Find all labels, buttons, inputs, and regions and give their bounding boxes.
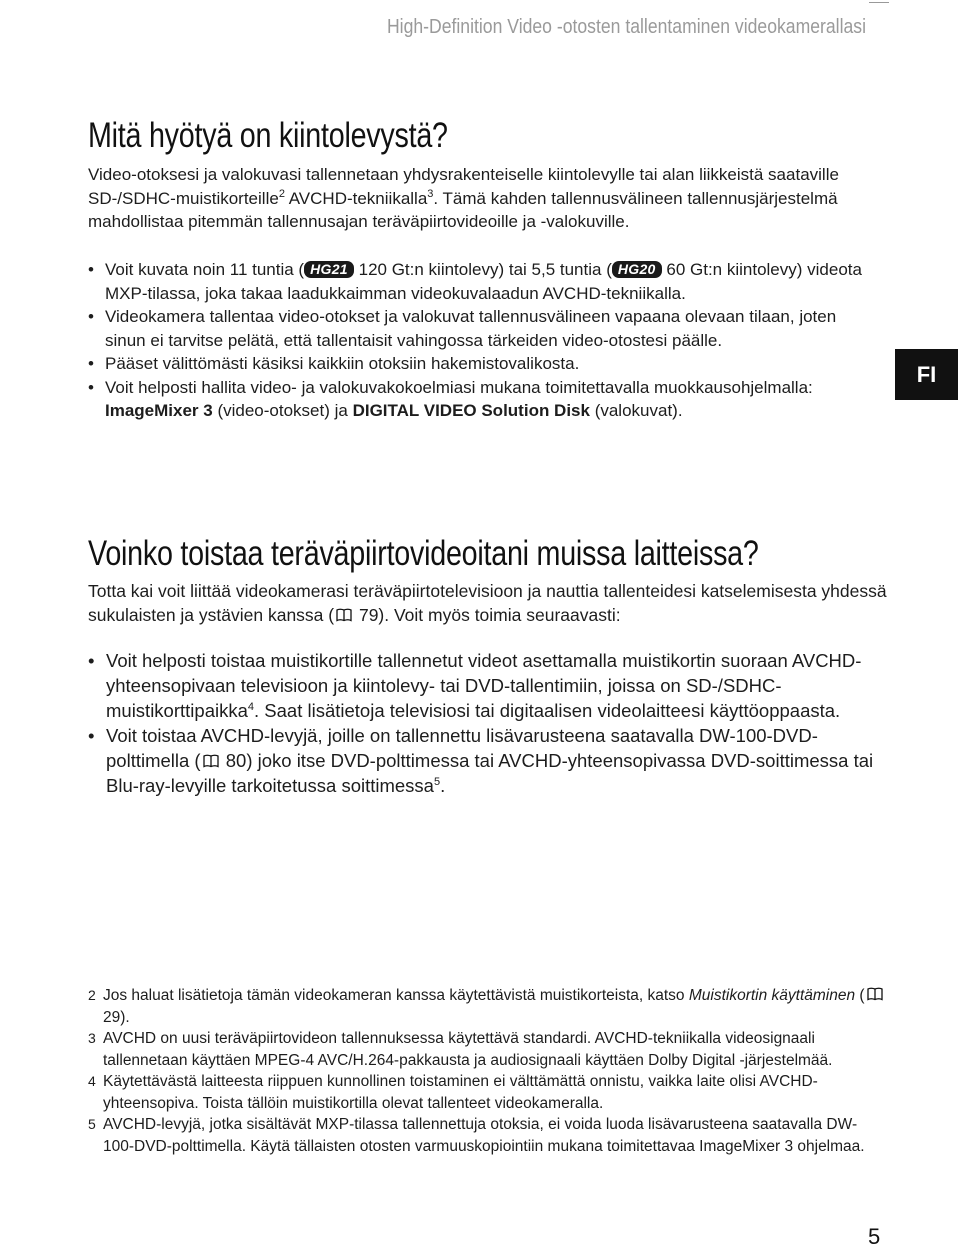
list-item: • Voit helposti toistaa muistikortille tallennetut videot asettamalla muistikortin suoraan AVCHD-yhteensopivaan televisioon ja kiintolevy- tai DVD-tallentimiin, joissa on SD-/SDHC-muistikorttipaikka$^4$. Saat lisätietoja televisiosi tai digitaalisen videolaitteesi käyttöoppaasta. <box>88 650 862 721</box>
footnote-ref: 2 <box>278 187 285 200</box>
footnotes <box>88 985 888 1157</box>
section1-intro: Video-otoksesi ja valokuvasi tallennetaan yhdysrakenteiselle kiintolevylle tai alan liikkeistä saataville SD-/SDHC-muistikorteille$^2$ AVCHD-tekniikalla$^3$. Tämä kahden tallennusvälineen tallennusjärjestelmä mahdollistaa pitemmän tallennusajan teräväpiirtovideoille ja -valokuville. <box>88 165 839 231</box>
footnote-3: 3 AVCHD on uusi teräväpiirtovideon tallennuksessa käytettävä standardi. AVCHD-tekniikalla videosignaali tallennetaan käyttäen MPEG-4 AVC/H.264-pakkausta ja audiosignaali käyttäen Dolby Digital -järjestelmää. <box>88 1030 833 1069</box>
language-tab: FI <box>895 349 958 400</box>
bullet-icon: • <box>88 260 94 279</box>
list-item: • Pääset välittömästi käsiksi kaikkiin otoksiin hakemistovalikosta. <box>88 352 878 376</box>
bullet-icon: • <box>88 377 94 397</box>
section2-intro: Totta kai voit liittää videokamerasi teräväpiirtotelevisioon ja nauttia tallenteidesi katselemisesta yhdessä sukulaisten ja ystävien kanssa ( 79). Voit myös toimia seuraavasti: <box>88 581 887 625</box>
model-badge-hg20: HG20 <box>612 261 662 278</box>
footnote-ref: 5 <box>433 776 441 788</box>
bullet-icon: • <box>88 650 95 671</box>
bullet-icon: • <box>88 307 94 326</box>
footnote-5: 5 AVCHD-levyjä, jotka sisältävät MXP-tilassa tallennettuja otoksia, ei voida luoda lisävarusteena saatavalla DW-100-DVD-polttimella. Käytä tällaisten otosten varmuuskopiointiin mukana toimitettavaa ImageMixer 3 ohjelmaa. <box>88 1116 865 1155</box>
list-item: • Voit toistaa AVCHD-levyjä, joille on tallennettu lisävarusteena saatavalla DW-100-DVD-polttimella ( 80) joko itse DVD-polttimessa tai AVCHD-yhteensopivassa DVD-soittimessa tai Blu-ray-levyille tarkoitetussa soittimessa$^5$. <box>88 725 874 796</box>
book-icon <box>336 608 352 622</box>
list-item: • Videokamera tallentaa video-otokset ja valokuvat tallennusvälineen vapaana olevaan tilaan, joten sinun ei tarvitse pelätä, että tallentaisit vahingossa tärkeiden video-otostesi päälle. <box>88 307 837 350</box>
book-icon <box>203 754 219 768</box>
section-title-hard-disk: Mitä hyötyä on kiintolevystä? <box>88 116 448 155</box>
section2-bullet-list <box>88 648 878 798</box>
footnote-ref: 3 <box>427 187 434 200</box>
footnote-2: 2 Jos haluat lisätietoja tämän videokameran kanssa käytettävistä muistikorteista, katso Muistikortin käyttäminen ( 29). <box>88 985 888 1028</box>
book-icon <box>867 987 883 1001</box>
footnote-ref: 4 <box>247 701 255 713</box>
model-badge-hg21: HG21 <box>304 261 354 278</box>
list-item: • Voit kuvata noin 11 tuntia ( HG21 120 Gt:n kiintolevy) tai 5,5 tuntia ( HG20 60 Gt:n kiintolevy) videota MXP-tilassa, joka takaa laadukkaimman videokuvalaadun AVCHD-tekniikalla. <box>88 260 862 303</box>
bullet-icon: • <box>88 354 94 373</box>
section-title-playback: Voinko toistaa teräväpiirtovideoitani muissa laitteissa? <box>88 534 759 573</box>
header-line <box>869 2 889 3</box>
page-number: 5 <box>868 1224 881 1249</box>
running-header: High-Definition Video -otosten tallentaminen videokamerallasi <box>386 16 866 38</box>
footnote-4: 4 Käytettävästä laitteesta riippuen kunnollinen toistaminen ei välttämättä onnistu, vaikka laite olisi AVCHD-yhteensopiva. Toista tällöin muistikortilla olevat tallenteet videokameralla. <box>88 1073 818 1112</box>
section1-bullet-list <box>88 258 878 423</box>
bullet-icon: • <box>88 725 95 746</box>
list-item: • Voit helposti hallita video- ja valokuvakokoelmiasi mukana toimitettavalla muokkausohjelmalla: ImageMixer 3 (video-otokset) ja DIGITAL VIDEO Solution Disk (valokuvat). <box>88 377 813 420</box>
